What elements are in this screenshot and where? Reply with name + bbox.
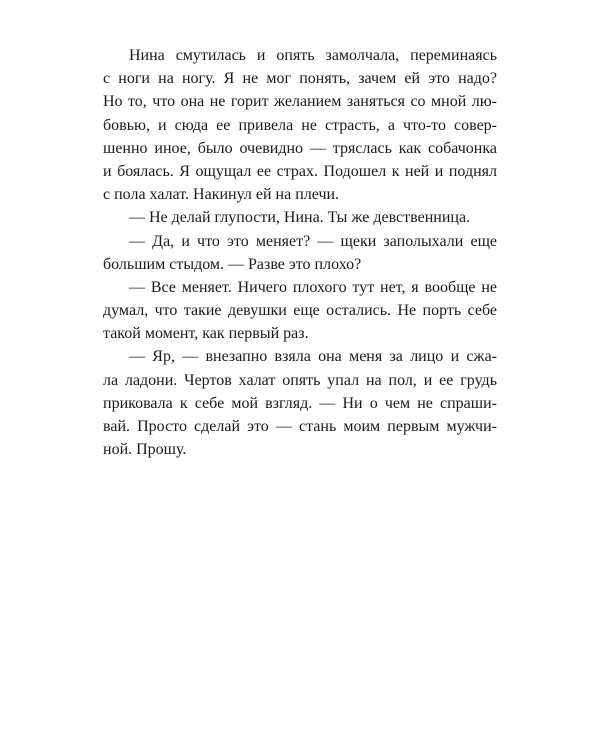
text-line: шенно иное, было очевидно — тряслась как собачонка <box>103 139 497 157</box>
text-line: — Все меняет. Ничего плохого тут нет, я вообще не <box>129 278 497 296</box>
text-line: Но то, что она не горит желанием заняться со мной лю- <box>103 93 497 111</box>
text-line: думал, что такие девушки еще остались. Не порть себе <box>103 302 497 320</box>
text-line: Нина смутилась и опять замолчала, переминаясь <box>129 47 497 64</box>
text-line: — Не делай глупости, Нина. Ты же девственница. <box>129 209 471 227</box>
text-line: ла ладони. Чертов халат опять упал на пол, и ее грудь <box>103 371 497 389</box>
text-line: приковала к себе мой взгляд. — Ни о чем не спраши- <box>103 394 497 412</box>
text-line: ной. Прошу. <box>103 441 187 459</box>
text-line: вай. Просто сделай это — стань моим первым мужчи- <box>103 418 497 435</box>
text-line: и боялась. Я ощущал ее страх. Подошел к ней и поднял <box>103 162 497 180</box>
text-line: большим стыдом. — Разве это плохо? <box>103 255 362 273</box>
text-line: такой момент, как первый раз. <box>103 325 309 343</box>
text-line: бовью, и сюда ее привела не страсть, а что-то совер- <box>103 116 497 134</box>
text-line: с пола халат. Накинул ей на плечи. <box>103 186 340 204</box>
text-line: с ноги на ногу. Я не мог понять, зачем ей это надо? <box>103 70 497 88</box>
body-text <box>103 44 497 461</box>
text-line: — Да, и что это меняет? — щеки заполыхали еще <box>129 232 497 250</box>
text-line: — Яр, — внезапно взяла она меня за лицо и сжа- <box>129 348 497 366</box>
